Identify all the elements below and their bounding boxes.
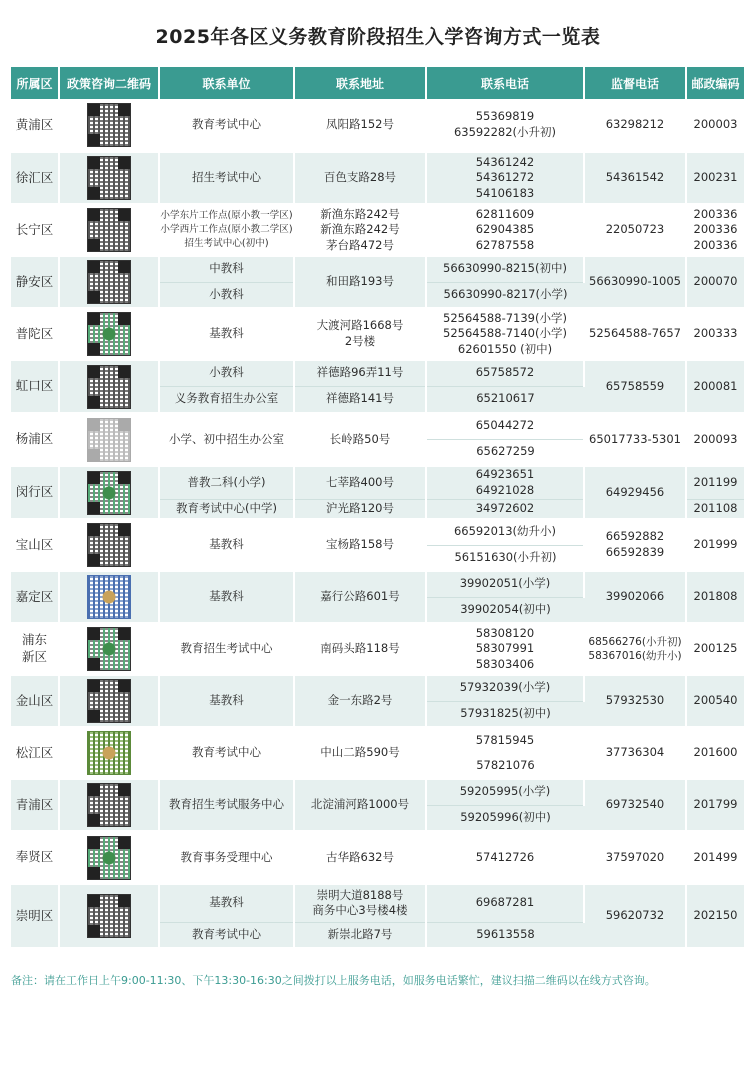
district-line: 浦东 bbox=[21, 632, 47, 648]
unit-line: 小学西片工作点(原小教二学区) bbox=[160, 224, 293, 236]
supervise-cell: 54361542 bbox=[584, 152, 686, 204]
unit-cell: 基教科 bbox=[159, 675, 294, 727]
postcode-cell: 201108 bbox=[686, 499, 744, 519]
postcode-line: 200336 bbox=[693, 222, 738, 237]
phone-cell: 59205995(小学) bbox=[426, 779, 584, 805]
supervise-cell: 65017733-5301 bbox=[584, 413, 686, 466]
phone-cell: 57932039(小学) bbox=[426, 675, 584, 701]
table-row bbox=[11, 360, 744, 386]
supervise-line: 58367016(幼升小) bbox=[588, 650, 682, 662]
address-cell: 百色支路28号 bbox=[294, 152, 426, 204]
table-row bbox=[11, 413, 744, 439]
row-group-songjiang bbox=[11, 727, 744, 779]
district-cell: 崇明区 bbox=[11, 884, 59, 948]
address-cell bbox=[294, 308, 426, 360]
qr-code-icon[interactable] bbox=[87, 208, 131, 252]
phone-cell: 34972602 bbox=[426, 499, 584, 519]
row-group-baoshan bbox=[11, 519, 744, 571]
phone-line: 63592282(小升初) bbox=[453, 125, 556, 139]
phone-cell: 56630990-8217(小学) bbox=[426, 282, 584, 308]
supervise-line: 66592839 bbox=[605, 545, 665, 559]
unit-cell: 义务教育招生办公室 bbox=[159, 386, 294, 413]
phone-cell: 65758572 bbox=[426, 360, 584, 386]
unit-cell bbox=[159, 204, 294, 256]
qr-code-icon[interactable] bbox=[87, 836, 131, 880]
table-row bbox=[11, 204, 744, 256]
qr-code-icon[interactable] bbox=[87, 103, 131, 147]
district-cell: 虹口区 bbox=[11, 360, 59, 413]
row-group-minhang bbox=[11, 466, 744, 519]
qr-cell bbox=[59, 466, 159, 519]
phone-cell bbox=[426, 152, 584, 204]
phone-cell: 57821076 bbox=[426, 753, 584, 779]
footnote: 备注：请在工作日上午9:00-11:30、下午13:30-16:30之间拨打以上服务电话，如服务电话繁忙，建议扫描二维码以在线方式咨询。 bbox=[11, 974, 656, 987]
supervise-cell: 64929456 bbox=[584, 466, 686, 519]
unit-cell: 教育考试中心 bbox=[159, 922, 294, 948]
unit-cell: 教育事务受理中心 bbox=[159, 831, 294, 884]
unit-cell: 教育招生考试服务中心 bbox=[159, 779, 294, 831]
address-line: 新渔东路242号 bbox=[320, 222, 400, 237]
row-group-jingan bbox=[11, 256, 744, 308]
phone-line: 64921028 bbox=[475, 482, 535, 497]
district-cell: 普陀区 bbox=[11, 308, 59, 360]
postcode-line: 200336 bbox=[693, 237, 738, 252]
qr-code-icon[interactable] bbox=[87, 679, 131, 723]
table-header-row bbox=[11, 67, 744, 99]
postcode-line: 200336 bbox=[693, 206, 738, 221]
postcode-cell: 202150 bbox=[686, 884, 744, 948]
phone-cell bbox=[426, 204, 584, 256]
address-cell: 南码头路118号 bbox=[294, 623, 426, 675]
district-cell: 嘉定区 bbox=[11, 571, 59, 623]
district-line: 新区 bbox=[21, 649, 47, 664]
address-line: 商务中心3号楼4楼 bbox=[312, 903, 408, 918]
address-cell: 凤阳路152号 bbox=[294, 99, 426, 152]
qr-cell bbox=[59, 256, 159, 308]
qr-cell bbox=[59, 571, 159, 623]
row-group-qingpu bbox=[11, 779, 744, 831]
district-cell: 徐汇区 bbox=[11, 152, 59, 204]
unit-cell: 基教科 bbox=[159, 308, 294, 360]
phone-cell: 59613558 bbox=[426, 922, 584, 948]
unit-cell: 教育考试中心 bbox=[159, 727, 294, 779]
header-supervise: 监督电话 bbox=[584, 67, 686, 99]
address-cell: 金一东路2号 bbox=[294, 675, 426, 727]
row-group-chongming bbox=[11, 884, 744, 948]
postcode-cell: 201799 bbox=[686, 779, 744, 831]
unit-cell: 普教二科(小学) bbox=[159, 466, 294, 499]
district-cell: 金山区 bbox=[11, 675, 59, 727]
postcode-cell bbox=[686, 204, 744, 256]
postcode-cell: 200081 bbox=[686, 360, 744, 413]
phone-line: 54361242 bbox=[475, 154, 535, 169]
supervise-cell: 63298212 bbox=[584, 99, 686, 152]
district-cell: 杨浦区 bbox=[11, 413, 59, 466]
address-line: 茅台路472号 bbox=[326, 237, 394, 252]
qr-code-icon[interactable] bbox=[87, 523, 131, 567]
phone-cell: 65044272 bbox=[426, 413, 584, 439]
table-row bbox=[11, 571, 744, 597]
supervise-cell: 56630990-1005 bbox=[584, 256, 686, 308]
qr-cell bbox=[59, 831, 159, 884]
qr-code-icon[interactable] bbox=[87, 260, 131, 304]
address-line: 2号楼 bbox=[344, 334, 376, 348]
address-cell bbox=[294, 204, 426, 256]
header-qr: 政策咨询二维码 bbox=[59, 67, 159, 99]
unit-line: 小学东片工作点(原小教一学区) bbox=[160, 210, 293, 222]
phone-cell: 69687281 bbox=[426, 884, 584, 922]
phone-cell bbox=[426, 99, 584, 152]
phone-cell bbox=[426, 466, 584, 499]
district-cell: 宝山区 bbox=[11, 519, 59, 571]
row-group-hongkou bbox=[11, 360, 744, 413]
table-row bbox=[11, 623, 744, 675]
qr-cell bbox=[59, 204, 159, 256]
district-cell: 闵行区 bbox=[11, 466, 59, 519]
qr-cell bbox=[59, 413, 159, 466]
phone-cell: 56630990-8215(初中) bbox=[426, 256, 584, 282]
unit-cell: 小教科 bbox=[159, 282, 294, 308]
qr-code-icon[interactable] bbox=[87, 627, 131, 671]
table-row bbox=[11, 727, 744, 753]
table-row bbox=[11, 152, 744, 204]
row-group-xuhui bbox=[11, 152, 744, 204]
district-cell: 松江区 bbox=[11, 727, 59, 779]
table-row bbox=[11, 519, 744, 545]
district-cell: 黄浦区 bbox=[11, 99, 59, 152]
address-cell: 中山二路590号 bbox=[294, 727, 426, 779]
phone-cell: 66592013(幼升小) bbox=[426, 519, 584, 545]
phone-cell: 57931825(初中) bbox=[426, 701, 584, 727]
address-cell: 祥德路96弄11号 bbox=[294, 360, 426, 386]
qr-cell bbox=[59, 99, 159, 152]
phone-line: 58307991 bbox=[475, 641, 535, 656]
supervise-cell: 65758559 bbox=[584, 360, 686, 413]
header-district: 所属区 bbox=[11, 67, 59, 99]
row-group-jiading bbox=[11, 571, 744, 623]
supervise-cell bbox=[584, 519, 686, 571]
qr-cell bbox=[59, 779, 159, 831]
postcode-cell: 201199 bbox=[686, 466, 744, 499]
postcode-cell: 200003 bbox=[686, 99, 744, 152]
phone-line: 52564588-7139(小学) bbox=[443, 310, 567, 325]
unit-cell: 小学、初中招生办公室 bbox=[159, 413, 294, 466]
unit-cell: 教育考试中心(中学) bbox=[159, 499, 294, 519]
table-row bbox=[11, 884, 744, 922]
qr-code-icon[interactable] bbox=[87, 365, 131, 409]
qr-code-icon[interactable] bbox=[87, 894, 131, 938]
address-cell: 新崇北路7号 bbox=[294, 922, 426, 948]
contact-table bbox=[11, 67, 744, 949]
postcode-cell: 200070 bbox=[686, 256, 744, 308]
unit-cell: 基教科 bbox=[159, 571, 294, 623]
phone-line: 62904385 bbox=[475, 222, 535, 237]
qr-cell bbox=[59, 884, 159, 948]
phone-cell: 57815945 bbox=[426, 727, 584, 753]
phone-line: 55369819 bbox=[475, 109, 535, 124]
district-cell: 奉贤区 bbox=[11, 831, 59, 884]
qr-code-icon[interactable] bbox=[87, 731, 131, 775]
district-cell bbox=[11, 623, 59, 675]
phone-line: 64923651 bbox=[475, 467, 535, 482]
address-line: 新渔东路242号 bbox=[320, 206, 400, 221]
district-cell: 静安区 bbox=[11, 256, 59, 308]
table-row bbox=[11, 99, 744, 152]
unit-cell: 招生考试中心 bbox=[159, 152, 294, 204]
qr-cell bbox=[59, 623, 159, 675]
qr-cell bbox=[59, 152, 159, 204]
address-cell: 和田路193号 bbox=[294, 256, 426, 308]
supervise-cell: 39902066 bbox=[584, 571, 686, 623]
postcode-cell: 201808 bbox=[686, 571, 744, 623]
unit-cell: 中教科 bbox=[159, 256, 294, 282]
address-line: 大渡河路1668号 bbox=[316, 318, 404, 333]
qr-cell bbox=[59, 360, 159, 413]
supervise-cell: 69732540 bbox=[584, 779, 686, 831]
header-postcode: 邮政编码 bbox=[686, 67, 744, 99]
table-row bbox=[11, 675, 744, 701]
qr-code-icon[interactable] bbox=[87, 783, 131, 827]
page-title: 2025年各区义务教育阶段招生入学咨询方式一览表 bbox=[155, 26, 601, 48]
phone-cell: 65210617 bbox=[426, 386, 584, 413]
postcode-cell: 200333 bbox=[686, 308, 744, 360]
qr-cell bbox=[59, 308, 159, 360]
address-cell: 祥德路141号 bbox=[294, 386, 426, 413]
table-row bbox=[11, 308, 744, 360]
address-cell: 沪光路120号 bbox=[294, 499, 426, 519]
phone-line: 62787558 bbox=[475, 237, 535, 252]
postcode-cell: 201499 bbox=[686, 831, 744, 884]
qr-cell bbox=[59, 675, 159, 727]
table-row bbox=[11, 831, 744, 884]
unit-cell: 教育考试中心 bbox=[159, 99, 294, 152]
qr-code-icon[interactable] bbox=[87, 418, 131, 462]
row-group-changning bbox=[11, 204, 744, 256]
phone-cell: 39902051(小学) bbox=[426, 571, 584, 597]
phone-cell bbox=[426, 308, 584, 360]
postcode-cell: 201600 bbox=[686, 727, 744, 779]
table-row bbox=[11, 466, 744, 499]
address-cell: 长岭路50号 bbox=[294, 413, 426, 466]
table-row bbox=[11, 256, 744, 282]
supervise-cell: 37597020 bbox=[584, 831, 686, 884]
phone-line: 62601550 (初中) bbox=[457, 341, 553, 356]
postcode-cell: 200093 bbox=[686, 413, 744, 466]
district-cell: 长宁区 bbox=[11, 204, 59, 256]
address-cell: 古华路632号 bbox=[294, 831, 426, 884]
header-phone: 联系电话 bbox=[426, 67, 584, 99]
qr-code-icon[interactable] bbox=[87, 471, 131, 515]
address-cell bbox=[294, 884, 426, 922]
phone-cell: 56151630(小升初) bbox=[426, 545, 584, 571]
row-group-pudong bbox=[11, 623, 744, 675]
unit-cell: 教育招生考试中心 bbox=[159, 623, 294, 675]
address-line: 崇明大道8188号 bbox=[316, 887, 404, 902]
supervise-cell: 52564588-7657 bbox=[584, 308, 686, 360]
supervise-line: 66592882 bbox=[605, 529, 665, 544]
supervise-cell: 57932530 bbox=[584, 675, 686, 727]
phone-cell: 57412726 bbox=[426, 831, 584, 884]
phone-line: 54106183 bbox=[475, 185, 535, 200]
phone-line: 54361272 bbox=[475, 170, 535, 185]
address-cell: 北淀浦河路1000号 bbox=[294, 779, 426, 831]
header-unit: 联系单位 bbox=[159, 67, 294, 99]
postcode-cell: 201999 bbox=[686, 519, 744, 571]
unit-cell: 基教科 bbox=[159, 884, 294, 922]
phone-line: 52564588-7140(小学) bbox=[443, 326, 567, 341]
qr-code-icon[interactable] bbox=[87, 156, 131, 200]
phone-line: 62811609 bbox=[475, 206, 535, 221]
qr-cell bbox=[59, 519, 159, 571]
unit-cell: 基教科 bbox=[159, 519, 294, 571]
phone-cell: 59205996(初中) bbox=[426, 805, 584, 831]
qr-code-icon[interactable] bbox=[87, 312, 131, 356]
postcode-cell: 200540 bbox=[686, 675, 744, 727]
address-cell: 宝杨路158号 bbox=[294, 519, 426, 571]
supervise-cell: 37736304 bbox=[584, 727, 686, 779]
address-cell: 七莘路400号 bbox=[294, 466, 426, 499]
district-cell: 青浦区 bbox=[11, 779, 59, 831]
qr-cell bbox=[59, 727, 159, 779]
postcode-cell: 200231 bbox=[686, 152, 744, 204]
phone-cell: 39902054(初中) bbox=[426, 597, 584, 623]
phone-line: 58308120 bbox=[475, 625, 535, 640]
supervise-line: 68566276(小升初) bbox=[588, 635, 682, 648]
header-address: 联系地址 bbox=[294, 67, 426, 99]
row-group-jinshan bbox=[11, 675, 744, 727]
table-row bbox=[11, 779, 744, 805]
row-group-putuo bbox=[11, 308, 744, 360]
row-group-fengxian bbox=[11, 831, 744, 884]
phone-cell: 65627259 bbox=[426, 439, 584, 466]
unit-cell: 小教科 bbox=[159, 360, 294, 386]
phone-line: 58303406 bbox=[475, 656, 535, 671]
row-group-huangpu bbox=[11, 99, 744, 152]
supervise-cell bbox=[584, 623, 686, 675]
qr-code-icon[interactable] bbox=[87, 575, 131, 619]
row-group-yangpu bbox=[11, 413, 744, 466]
supervise-cell: 22050723 bbox=[584, 204, 686, 256]
address-cell: 嘉行公路601号 bbox=[294, 571, 426, 623]
unit-line: 招生考试中心(初中) bbox=[184, 237, 269, 249]
postcode-cell: 200125 bbox=[686, 623, 744, 675]
phone-cell bbox=[426, 623, 584, 675]
supervise-cell: 59620732 bbox=[584, 884, 686, 948]
